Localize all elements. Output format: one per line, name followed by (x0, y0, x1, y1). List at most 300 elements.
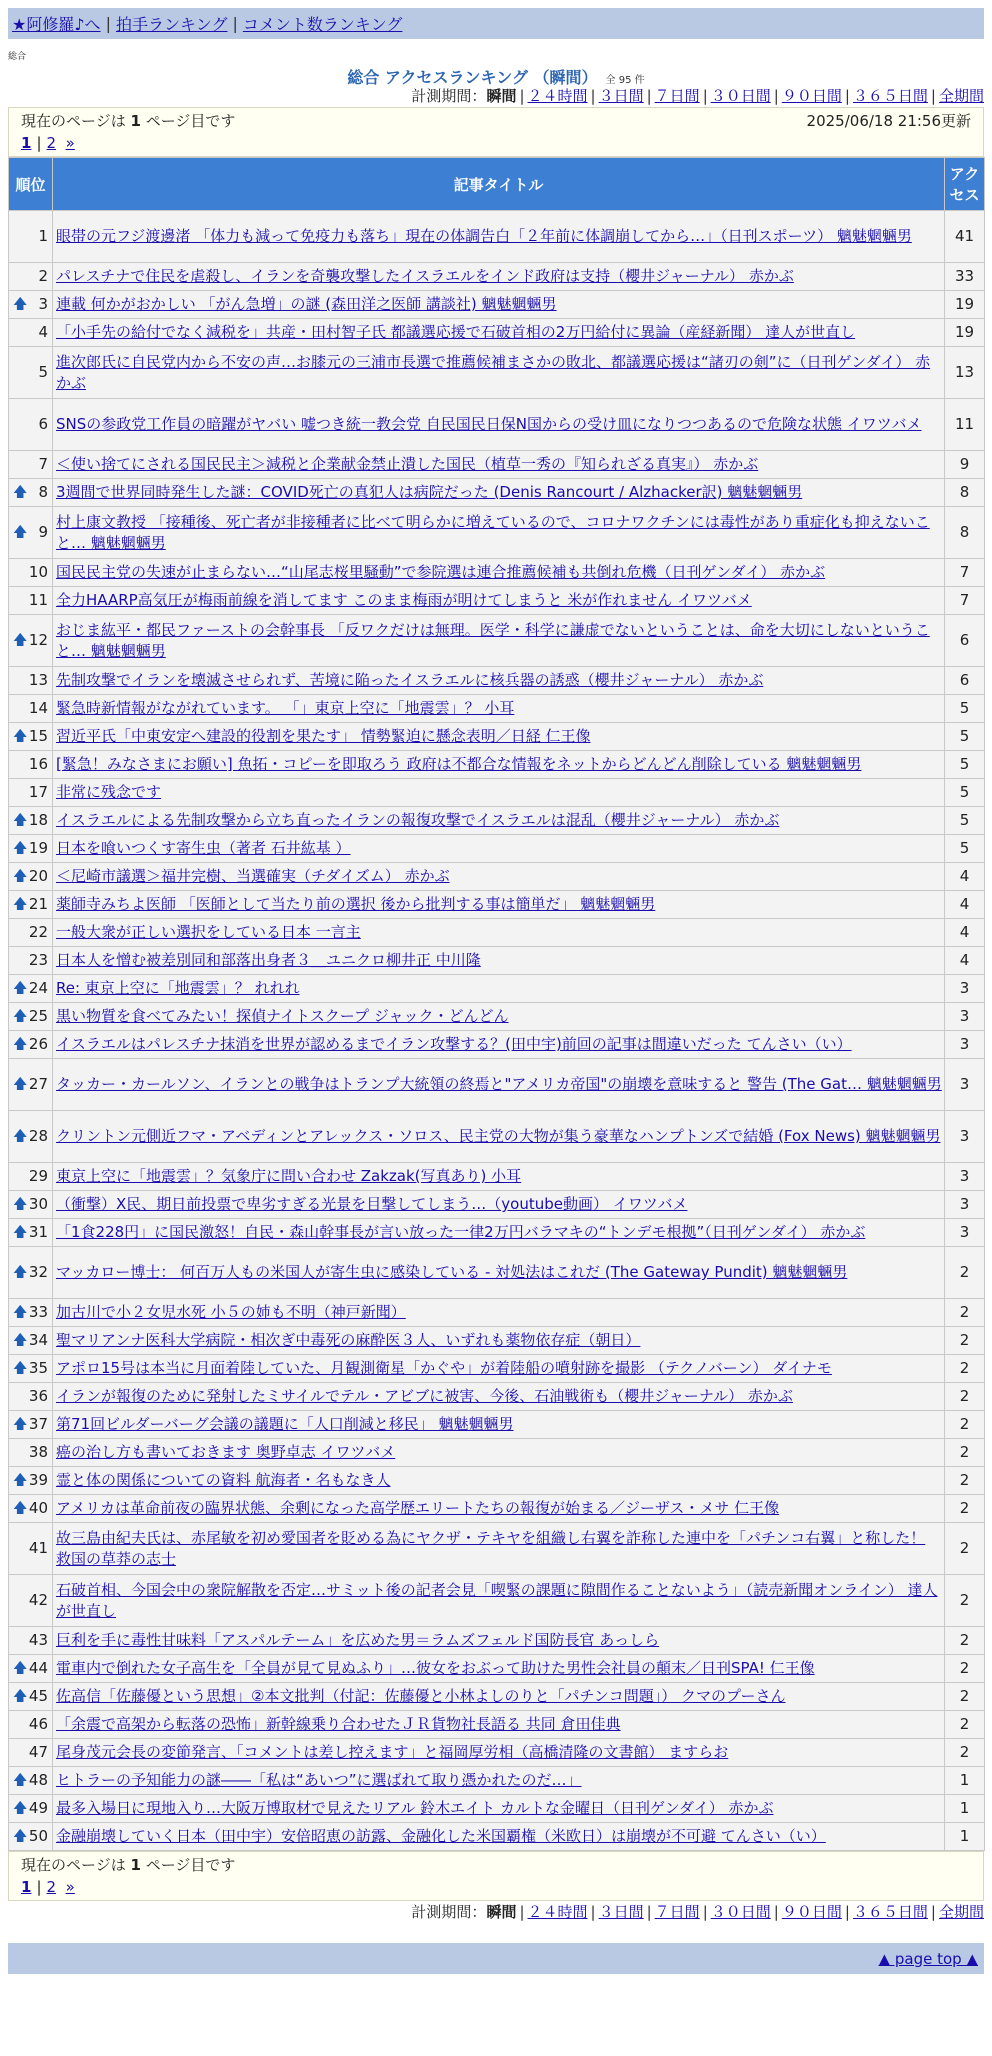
article-link[interactable]: 第71回ビルダーバーグ会議の議題に「人口削減と移民」 魑魅魍魎男 (56, 1415, 514, 1433)
rank-up-icon: 🡅 (13, 1500, 28, 1516)
clap-ranking-link[interactable]: 拍手ランキング (115, 15, 228, 34)
access-count: 33 (945, 263, 985, 291)
home-link[interactable]: ★阿修羅♪へ (12, 15, 101, 34)
access-count: 1 (945, 1767, 985, 1795)
period-link[interactable]: ２４時間 (527, 87, 588, 105)
table-row (9, 347, 985, 399)
access-count: 4 (945, 891, 985, 919)
article-link[interactable]: 霊と体の関係についての資料 航海者・名もなき人 (56, 1471, 391, 1489)
article-link[interactable]: 東京上空に「地震雲」？気象庁に問い合わせ Zakzak(写真あり) 小耳 (56, 1167, 522, 1185)
title-cell (53, 779, 945, 807)
rank-cell (9, 1003, 53, 1031)
rank-cell (9, 1467, 53, 1495)
table-row (9, 1219, 985, 1247)
period-link[interactable]: ３日間 (598, 87, 644, 105)
title-cell (53, 1299, 945, 1327)
rank-cell (9, 807, 53, 835)
article-link[interactable]: 薬師寺みちよ医師 「医師として当たり前の選択 後から批判する事は簡単だ」 魑魅魍魎男 (56, 895, 656, 913)
rank-cell (9, 1059, 53, 1111)
title-cell (53, 1327, 945, 1355)
title-cell (53, 1683, 945, 1711)
access-count: 1 (945, 1795, 985, 1823)
rank-cell (9, 835, 53, 863)
access-count: 41 (945, 211, 985, 263)
title-cell (53, 919, 945, 947)
access-count: 5 (945, 723, 985, 751)
access-count: 9 (945, 451, 985, 479)
title-cell (53, 723, 945, 751)
title-cell (53, 1523, 945, 1575)
rank-number: 11 (28, 591, 48, 609)
separator: | (519, 87, 525, 105)
article-link[interactable]: 聖マリアンナ医科大学病院・相次ぎ中毒死の麻酔医３人、いずれも薬物依存症（朝日） (56, 1331, 641, 1349)
table-row (9, 1059, 985, 1111)
pager-next[interactable]: » (65, 134, 75, 152)
article-link[interactable]: クリントン元側近フマ・アベディンとアレックス・ソロス、民主党の大物が集う豪華なハンプトンズで結婚 (Fox News) 魑魅魍魎男 (56, 1127, 941, 1145)
rank-number: 32 (28, 1263, 48, 1281)
access-count: 2 (945, 1299, 985, 1327)
access-count: 4 (945, 947, 985, 975)
title-cell (53, 559, 945, 587)
table-row (9, 947, 985, 975)
table-row (9, 1627, 985, 1655)
rank-number: 23 (28, 951, 48, 969)
rank-cell (9, 211, 53, 263)
period-selector-bottom (8, 1901, 984, 1923)
period-link[interactable]: ３日間 (598, 1903, 644, 1921)
pager-top: 1 | 2 » (21, 134, 75, 152)
access-count: 5 (945, 835, 985, 863)
article-link[interactable]: 国民民主党の失速が止まらない…“山尾志桜里騒動”で参院選は連合推薦候補も共倒れ危機（日刊ゲンダイ） 赤かぶ (56, 563, 826, 581)
title-cell (53, 507, 945, 559)
rank-cell (9, 399, 53, 451)
table-row (9, 1467, 985, 1495)
access-count: 2 (945, 1627, 985, 1655)
table-row (9, 1655, 985, 1683)
access-count: 3 (945, 1003, 985, 1031)
article-link[interactable]: ＜尼崎市議選＞福井完樹、当選確実（チダイズム） 赤かぶ (56, 867, 450, 885)
article-link[interactable]: 緊急時新情報がながれています。 「」東京上空に「地震雲」？ 小耳 (56, 699, 515, 717)
period-link[interactable]: 全期間 (938, 87, 984, 105)
separator: | (519, 1903, 525, 1921)
article-link[interactable]: アポロ15号は本当に月面着陸していた、月観測衛星「かぐや」が着陸船の噴射跡を撮影 （テクノバーン） ダイナモ (56, 1359, 832, 1377)
title-cell (53, 1767, 945, 1795)
rank-cell (9, 1247, 53, 1299)
article-link[interactable]: 3週間で世界同時発生した謎：COVID死亡の真犯人は病院だった (Denis Rancourt / Alzhacker訳) 魑魅魍魎男 (56, 483, 803, 501)
rank-cell (9, 1191, 53, 1219)
rank-up-icon: 🡅 (13, 812, 28, 828)
title-cell (53, 1031, 945, 1059)
rank-number: 37 (28, 1415, 48, 1433)
article-link[interactable]: 石破首相、今国会中の衆院解散を否定…サミット後の記者会見「喫緊の課題に隙間作ることないよう」（読売新聞オンライン） 達人が世直し (56, 1580, 938, 1620)
pager-page-1[interactable]: 1 (21, 1878, 32, 1896)
access-count: 1 (945, 1823, 985, 1851)
table-row (9, 1767, 985, 1795)
rank-number: 19 (28, 839, 48, 857)
title-cell (53, 863, 945, 891)
access-count: 3 (945, 1219, 985, 1247)
comment-ranking-link[interactable]: コメント数ランキング (242, 15, 403, 34)
table-row (9, 1003, 985, 1031)
table-row (9, 1247, 985, 1299)
rank-number: 28 (28, 1127, 48, 1145)
article-link[interactable]: おじま紘平・都民ファーストの会幹事長 「反ワクだけは無理。医学・科学に謙虚でないということは、命を大切にしないということ… 魑魅魍魎男 (56, 620, 930, 660)
article-link[interactable]: アメリカは革命前夜の臨界状態、余剰になった高学歴エリートたちの報復が始まる／ジーザス・メサ 仁王像 (56, 1499, 780, 1517)
separator: | (930, 87, 936, 105)
separator: | (773, 87, 779, 105)
article-link[interactable]: 癌の治し方も書いておきます 奥野卓志 イワツバメ (56, 1443, 396, 1461)
access-count: 2 (945, 1683, 985, 1711)
separator: | (702, 1903, 708, 1921)
article-link[interactable]: イスラエルはパレスチナ抹消を世界が認めるまでイラン攻撃する？(田中宇)前回の記事は間違いだった てんさい（い） (56, 1035, 852, 1053)
table-row (9, 863, 985, 891)
title-cell (53, 399, 945, 451)
article-link[interactable]: 連載 何かがおかしい 「がん急増」の謎 (森田洋之医師 講談社) 魑魅魍魎男 (56, 295, 557, 313)
rank-number: 24 (28, 979, 48, 997)
top-nav (8, 8, 984, 39)
rank-cell (9, 1575, 53, 1627)
article-link[interactable]: 全力HAARP高気圧が梅雨前線を消してます このまま梅雨が明けてしまうと 米が作れません イワツバメ (56, 591, 752, 609)
separator: | (232, 14, 238, 33)
title-cell (53, 347, 945, 399)
rank-cell (9, 479, 53, 507)
period-link[interactable]: ７日間 (654, 87, 700, 105)
title-cell (53, 451, 945, 479)
rank-cell (9, 1795, 53, 1823)
rank-number: 10 (28, 563, 48, 581)
rank-number: 25 (28, 1007, 48, 1025)
period-current: 瞬間 (486, 87, 517, 105)
page-title-text: 総合 アクセスランキング （瞬間） (347, 68, 598, 87)
pager-bottom: 1 | 2 » (21, 1878, 75, 1896)
title-cell (53, 891, 945, 919)
access-count: 7 (945, 559, 985, 587)
article-link[interactable]: 習近平氏「中東安定へ建設的役割を果たす」 情勢緊迫に懸念表明／日経 仁王像 (56, 727, 591, 745)
article-link[interactable]: パレスチナで住民を虐殺し、イランを奇襲攻撃したイスラエルをインド政府は支持（櫻井ジャーナル） 赤かぶ (56, 267, 794, 285)
separator: | (844, 87, 850, 105)
title-cell (53, 1439, 945, 1467)
separator: | (646, 87, 652, 105)
title-cell (53, 319, 945, 347)
period-link[interactable]: ２４時間 (527, 1903, 588, 1921)
access-count: 5 (945, 751, 985, 779)
page (8, 8, 984, 1974)
period-selector-top (8, 85, 984, 107)
article-link[interactable]: 黒い物質を食べてみたい！探偵ナイトスクープ ジャック・どんどん (56, 1007, 509, 1025)
rank-up-icon: 🡅 (13, 728, 28, 744)
access-header: アクセス (945, 158, 985, 211)
title-cell (53, 1795, 945, 1823)
rank-cell (9, 975, 53, 1003)
rank-number: 31 (28, 1223, 48, 1241)
title-cell (53, 1219, 945, 1247)
rank-up-icon: 🡅 (13, 1828, 28, 1844)
rank-number: 27 (28, 1075, 48, 1093)
rank-number: 41 (28, 1539, 48, 1557)
article-link[interactable]: 佐高信「佐藤優という思想」②本文批判（付記：佐藤優と小林よしのりと「パチンコ問題」） クマのプーさん (56, 1687, 786, 1705)
title-cell (53, 1467, 945, 1495)
article-link[interactable]: 「余震で高架から転落の恐怖」新幹線乗り合わせたＪＲ貨物社長語る 共同 倉田佳典 (56, 1715, 621, 1733)
access-count: 2 (945, 1495, 985, 1523)
rank-number: 39 (28, 1471, 48, 1489)
article-link[interactable]: 尾身茂元会長の変節発言、「コメントは差し控えます」と福岡厚労相（高橋清隆の文書館） ますらお (56, 1743, 729, 1761)
rank-up-icon: 🡅 (13, 632, 28, 648)
article-link[interactable]: ＜使い捨てにされる国民民主＞減税と企業献金禁止潰した国民（植草一秀の『知られざる真実』） 赤かぶ (56, 455, 759, 473)
article-link[interactable]: 非常に残念です (56, 783, 162, 801)
title-cell (53, 615, 945, 667)
article-link[interactable]: 巨利を手に毒性甘味料「アスパルテーム」を広めた男＝ラムズフェルド国防長官 あっしら (56, 1631, 660, 1649)
rank-cell (9, 751, 53, 779)
title-cell (53, 1411, 945, 1439)
table-row (9, 1795, 985, 1823)
title-cell (53, 1823, 945, 1851)
article-link[interactable]: （衝撃）X民、期日前投票で卑劣すぎる光景を目撃してしまう…（youtube動画） イワツバメ (56, 1195, 688, 1213)
rank-up-icon: 🡅 (13, 296, 28, 312)
title-cell (53, 1163, 945, 1191)
rank-number: 26 (28, 1035, 48, 1053)
title-cell (53, 291, 945, 319)
period-link[interactable]: 全期間 (938, 1903, 984, 1921)
title-cell (53, 1111, 945, 1163)
access-count: 13 (945, 347, 985, 399)
article-link[interactable]: 先制攻撃でイランを壊滅させられず、苦境に陥ったイスラエルに核兵器の誘惑（櫻井ジャーナル） 赤かぶ (56, 671, 764, 689)
rank-number: 2 (38, 267, 48, 285)
rank-cell (9, 1495, 53, 1523)
access-count: 2 (945, 1711, 985, 1739)
access-count: 3 (945, 1111, 985, 1163)
article-link[interactable]: 「1食228円」に国民激怒！自民・森山幹事長が言い放った一律2万円バラマキの“トンデモ根拠”（日刊ゲンダイ） 赤かぶ (56, 1223, 866, 1241)
article-link[interactable]: 眼帯の元フジ渡邊渚 「体力も減って免疫力も落ち」現在の体調告白「２年前に体調崩してから…」（日刊スポーツ） 魑魅魍魎男 (56, 227, 912, 245)
rank-cell (9, 863, 53, 891)
separator: | (590, 87, 596, 105)
rank-number: 22 (28, 923, 48, 941)
table-row (9, 479, 985, 507)
rank-cell (9, 1355, 53, 1383)
article-link[interactable]: イスラエルによる先制攻撃から立ち直ったイランの報復攻撃でイスラエルは混乱（櫻井ジャーナル） 赤かぶ (56, 811, 780, 829)
title-cell (53, 1495, 945, 1523)
title-cell (53, 1575, 945, 1627)
separator: | (930, 1903, 936, 1921)
rank-cell (9, 1111, 53, 1163)
rank-cell (9, 1655, 53, 1683)
rank-number: 43 (28, 1631, 48, 1649)
access-count: 3 (945, 1163, 985, 1191)
rank-up-icon: 🡅 (13, 980, 28, 996)
access-count: 6 (945, 667, 985, 695)
rank-number: 21 (28, 895, 48, 913)
page-info-panel-bottom (8, 1851, 984, 1901)
rank-number: 40 (28, 1499, 48, 1517)
title-cell (53, 1627, 945, 1655)
article-link[interactable]: タッカー・カールソン、イランとの戦争はトランプ大統領の終焉と"アメリカ帝国"の崩壊を意味すると 警告 (The Gat… 魑魅魍魎男 (56, 1075, 942, 1093)
article-link[interactable]: Re: 東京上空に「地震雲」？ れれれ (56, 979, 300, 997)
table-row (9, 1575, 985, 1627)
pager-next[interactable]: » (65, 1878, 75, 1896)
title-cell (53, 1355, 945, 1383)
access-count: 2 (945, 1523, 985, 1575)
table-row (9, 891, 985, 919)
rank-cell (9, 723, 53, 751)
access-count: 2 (945, 1327, 985, 1355)
separator: | (646, 1903, 652, 1921)
access-count: 2 (945, 1467, 985, 1495)
article-link[interactable]: 進次郎氏に自民党内から不安の声…お膝元の三浦市長選で推薦候補まさかの敗北、都議選応援は“諸刃の剣”に（日刊ゲンダイ） 赤かぶ (56, 352, 931, 392)
period-link[interactable]: ３６５日間 (852, 1903, 928, 1921)
rank-number: 34 (28, 1331, 48, 1349)
rank-up-icon: 🡅 (13, 1688, 28, 1704)
access-count: 2 (945, 1411, 985, 1439)
access-count: 7 (945, 587, 985, 615)
rank-number: 42 (28, 1591, 48, 1609)
title-cell (53, 947, 945, 975)
rank-cell (9, 319, 53, 347)
table-row (9, 1111, 985, 1163)
rank-number: 46 (28, 1715, 48, 1733)
access-count: 19 (945, 291, 985, 319)
table-row (9, 263, 985, 291)
article-link[interactable]: 日本人を憎む被差別同和部落出身者３＿ユニクロ柳井正 中川隆 (56, 951, 481, 969)
table-row (9, 1031, 985, 1059)
table-row (9, 751, 985, 779)
title-cell (53, 1739, 945, 1767)
rank-cell (9, 1219, 53, 1247)
rank-number: 4 (38, 323, 48, 341)
article-link[interactable]: SNSの参政党工作員の暗躍がヤバい 嘘つき統一教会党 自民国民日保N国からの受け皿になりつつあるので危険な状態 イワツバメ (56, 415, 922, 433)
article-link[interactable]: 電車内で倒れた女子高生を「全員が見て見ぬふり」…彼女をおぶって助けた男性会社員の顛末／日刊SPA! 仁王像 (56, 1659, 815, 1677)
article-link[interactable]: 最多入場日に現地入り…大阪万博取材で見えたリアル 鈴木エイト カルトな金曜日（日刊ゲンダイ） 赤かぶ (56, 1799, 774, 1817)
rank-cell (9, 919, 53, 947)
rank-number: 38 (28, 1443, 48, 1461)
article-link[interactable]: 日本を喰いつくす寄生虫（著者 石井紘基 ） (56, 839, 351, 857)
table-row (9, 975, 985, 1003)
table-row (9, 211, 985, 263)
footer-bar (8, 1943, 984, 1974)
title-cell (53, 1383, 945, 1411)
rank-up-icon: 🡅 (13, 1772, 28, 1788)
rank-number: 16 (28, 755, 48, 773)
updated-time: 2025/06/18 21:56更新 (806, 112, 971, 130)
rank-number: 33 (28, 1303, 48, 1321)
period-link[interactable]: ９０日間 (781, 87, 842, 105)
article-link[interactable]: ヒトラーの予知能力の謎――「私は“あいつ”に選ばれて取り憑かれたのだ…」 (56, 1771, 582, 1789)
page-top-link[interactable]: ▲ page top ▲ (878, 1949, 978, 1968)
table-row (9, 919, 985, 947)
article-link[interactable]: 金融崩壊していく日本（田中宇）安倍昭恵の訪露、金融化した米国覇権（米欧日）は崩壊が不可避 てんさい（い） (56, 1827, 826, 1845)
article-link[interactable]: 「小手先の給付でなく減税を」共産・田村智子氏 都議選応援で石破首相の2万円給付に異論（産経新聞） 達人が世直し (56, 323, 856, 341)
title-cell (53, 835, 945, 863)
total-count: 全 95 件 (605, 75, 645, 86)
access-count: 3 (945, 1031, 985, 1059)
rank-up-icon: 🡅 (13, 1660, 28, 1676)
rank-cell (9, 779, 53, 807)
period-link[interactable]: ３６５日間 (852, 87, 928, 105)
rank-cell (9, 667, 53, 695)
access-count: 5 (945, 807, 985, 835)
period-link[interactable]: ７日間 (654, 1903, 700, 1921)
rank-cell (9, 1683, 53, 1711)
access-count: 3 (945, 975, 985, 1003)
article-link[interactable]: 故三島由紀夫氏は、赤尾敏を初め愛国者を貶める為にヤクザ・テキヤを組織し右翼を詐称した連中を「パチンコ右翼」と称した！ 救国の草莽の志士 (56, 1528, 926, 1568)
access-count: 11 (945, 399, 985, 451)
pager-page-1[interactable]: 1 (21, 134, 32, 152)
rank-up-icon: 🡅 (13, 1304, 28, 1320)
table-row (9, 1299, 985, 1327)
period-link[interactable]: ３０日間 (710, 87, 771, 105)
rank-cell (9, 347, 53, 399)
table-row (9, 559, 985, 587)
table-row (9, 1739, 985, 1767)
title-cell (53, 1711, 945, 1739)
article-link[interactable]: [緊急！みなさまにお願い] 魚拓・コピーを即取ろう 政府は不都合な情報をネットからどんどん削除している 魑魅魍魎男 (56, 755, 862, 773)
pager-page-2[interactable]: 2 (46, 1878, 57, 1896)
rank-cell (9, 291, 53, 319)
rank-number: 17 (28, 783, 48, 801)
title-cell (53, 263, 945, 291)
table-row (9, 615, 985, 667)
rank-cell (9, 1031, 53, 1059)
rank-number: 29 (28, 1167, 48, 1185)
period-link[interactable]: ９０日間 (781, 1903, 842, 1921)
title-cell (53, 1191, 945, 1219)
table-row (9, 319, 985, 347)
rank-up-icon: 🡅 (13, 1008, 28, 1024)
rank-number: 49 (28, 1799, 48, 1817)
table-row (9, 399, 985, 451)
access-count: 8 (945, 507, 985, 559)
access-count: 4 (945, 919, 985, 947)
access-count: 3 (945, 1059, 985, 1111)
rank-number: 13 (28, 671, 48, 689)
rank-number: 48 (28, 1771, 48, 1789)
rank-number: 12 (28, 631, 48, 649)
access-count: 6 (945, 615, 985, 667)
rank-up-icon: 🡅 (13, 1416, 28, 1432)
rank-up-icon: 🡅 (13, 1076, 28, 1092)
rank-cell (9, 559, 53, 587)
table-row (9, 1523, 985, 1575)
table-row (9, 1355, 985, 1383)
table-row (9, 1823, 985, 1851)
rank-up-icon: 🡅 (13, 1332, 28, 1348)
article-link[interactable]: 一般大衆が正しい選択をしている日本 一言主 (56, 923, 361, 941)
article-link[interactable]: イランが報復のために発射したミサイルでテル・アビブに被害、今後、石油戦術も（櫻井ジャーナル） 赤かぶ (56, 1387, 793, 1405)
table-row (9, 1711, 985, 1739)
article-link[interactable]: 加古川で小２女児水死 小５の姉も不明（神戸新聞） (56, 1303, 406, 1321)
table-row (9, 695, 985, 723)
table-row (9, 1439, 985, 1467)
rank-up-icon: 🡅 (13, 868, 28, 884)
rank-up-icon: 🡅 (13, 1800, 28, 1816)
period-link[interactable]: ３０日間 (710, 1903, 771, 1921)
rank-cell (9, 1383, 53, 1411)
article-link[interactable]: マッカロー博士： 何百万人もの米国人が寄生虫に感染している - 対処法はこれだ (The Gateway Pundit) 魑魅魍魎男 (56, 1263, 848, 1281)
title-cell (53, 1655, 945, 1683)
rank-up-icon: 🡅 (13, 1128, 28, 1144)
pager-page-2[interactable]: 2 (46, 134, 57, 152)
table-row (9, 1191, 985, 1219)
table-row (9, 1411, 985, 1439)
current-page-text: 現在のページは 1 ページ目です (21, 1856, 236, 1874)
rank-number: 8 (38, 483, 48, 501)
table-row (9, 1383, 985, 1411)
access-count: 2 (945, 1383, 985, 1411)
rank-number: 3 (38, 295, 48, 313)
rank-cell (9, 1739, 53, 1767)
rank-cell (9, 1627, 53, 1655)
article-link[interactable]: 村上康文教授 「接種後、死亡者が非接種者に比べて明らかに増えているので、コロナワクチンには毒性があり重症化も抑えないこと… 魑魅魍魎男 (56, 512, 930, 552)
table-row (9, 1327, 985, 1355)
title-cell (53, 587, 945, 615)
